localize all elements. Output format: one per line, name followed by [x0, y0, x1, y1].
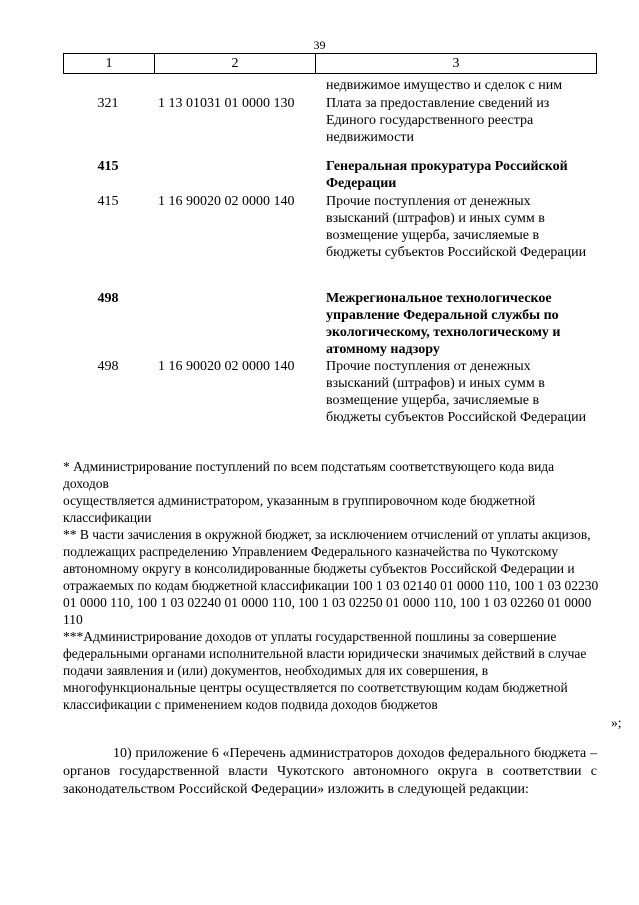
- closing-quote: »;: [611, 715, 622, 730]
- table-row-0-desc: недвижимое имущество и сделок с ним: [326, 78, 563, 93]
- table-row-4-code: 498: [97, 291, 119, 306]
- footnote-2: ** В части зачисления в окружной бюджет, за исключением отчислений от уплаты акцизов, подлежащих распределению Управлением Федерального казначейства по Чукотскому автономному округу в консолидированные бюджеты субъектов Российской Федерации и отражаемых по кодам бюджетной классификации 100 1 03 02140 01 0000 110, 100 1 03 02230 01 0000 110, 100 1 03 02240 01 0000 110, 100 1 03 02250 01 0000 110, 100 1 03 02260 01 0000 110: [63, 527, 599, 627]
- table-row-1-desc: Плата за предоставление сведений из Единого государственного реестра недвижимости: [326, 96, 550, 145]
- footnote-3: ***Администрирование доходов от уплаты государственной пошлины за совершение федеральными органами исполнительной власти юридически значимых действий в случае подачи заявления и (или) документов, необходимых для их совершения, в многофункциональные центры осуществляется по соответствующим кодам бюджетной классификации с применением кодов подвида доходов бюджетов: [63, 629, 587, 712]
- table-row-5-kbk: 1 16 90020 02 0000 140: [158, 359, 295, 374]
- table-row-2-desc: Генеральная прокуратура Российской Федерации: [326, 159, 568, 191]
- table-row-4-desc: Межрегиональное технологическое управление Федеральной службы по экологическому, технологическому и атомному надзору: [326, 291, 561, 357]
- header-col-1: 1: [64, 54, 155, 74]
- footnotes: [63, 458, 603, 713]
- page-number: 39: [313, 38, 326, 52]
- amendment-paragraph-text: 10) приложение 6 «Перечень администраторов доходов федерального бюджета – органов государственной власти Чукотского автономного округа в соответствии с законодательством Российской Федерации» изложить в следующей редакции:: [63, 746, 597, 797]
- header-col-3: 3: [316, 54, 597, 74]
- table-header: [63, 53, 597, 74]
- table-row-2-code: 415: [97, 159, 119, 174]
- table-row-3-desc: Прочие поступления от денежных взысканий (штрафов) и иных сумм в возмещение ущерба, зачисляемые в бюджеты субъектов Российской Федерации: [326, 194, 587, 260]
- table-row-5-desc: Прочие поступления от денежных взысканий (штрафов) и иных сумм в возмещение ущерба, зачисляемые в бюджеты субъектов Российской Федерации: [326, 359, 587, 425]
- footnote-1-line-1: * Администрирование поступлений по всем подстатьям соответствующего кода вида доходов: [63, 459, 555, 491]
- table-row-5-code: 498: [97, 359, 119, 374]
- table-row-1-kbk: 1 13 01031 01 0000 130: [158, 96, 295, 111]
- table-row-3-kbk: 1 16 90020 02 0000 140: [158, 194, 295, 209]
- table-row-3-code: 415: [97, 194, 119, 209]
- header-col-2: 2: [155, 54, 316, 74]
- amendment-paragraph: [63, 745, 597, 799]
- footnote-1-line-2: осуществляется администратором, указанным в группировочном коде бюджетной классификации: [63, 493, 536, 525]
- table-row-1-code: 321: [97, 96, 119, 111]
